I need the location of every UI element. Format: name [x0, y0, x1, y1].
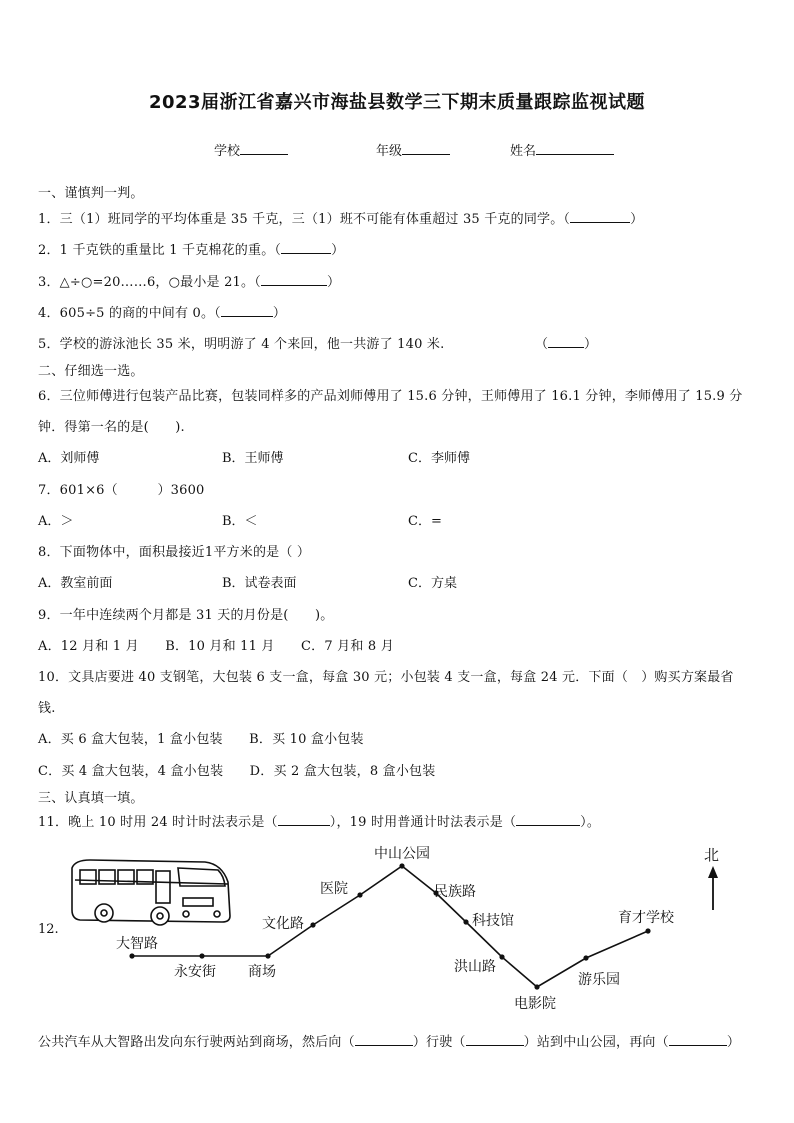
stop-label-zhongshan-park: 中山公园: [374, 846, 430, 862]
name-blank[interactable]: [536, 142, 614, 155]
stop-label-yiyuan: 医院: [320, 881, 348, 897]
question-1: [38, 208, 643, 227]
stop-label-yonganjie: 永安街: [174, 964, 216, 980]
question-5-answer: [535, 333, 597, 352]
stop-dot[interactable]: [463, 919, 468, 924]
question-11: [38, 811, 600, 830]
question-2-end: ）: [331, 243, 345, 258]
stop-label-yucai-school: 育才学校: [618, 910, 674, 926]
stop-dot[interactable]: [583, 955, 588, 960]
q5-paren-left: （: [535, 337, 549, 352]
question-11-text-b: ），19 时用普通计时法表示是（: [329, 815, 517, 830]
question-8: 8．下面物体中，面积最接近1平方米的是（ ）: [38, 545, 311, 560]
q6-option-c[interactable]: C．李师傅: [408, 451, 470, 466]
stop-dot[interactable]: [357, 892, 362, 897]
bus-illustration: [72, 860, 230, 925]
stop-dot[interactable]: [310, 922, 315, 927]
question-6-line-1: 6．三位师傅进行包装产品比赛，包装同样多的产品刘师傅用了 15.6 分钟，王师傅用了 16.1 分钟，李师傅用了 15.9 分: [38, 389, 743, 404]
q8-option-a[interactable]: A．教室前面: [38, 576, 113, 591]
q7-option-a[interactable]: A．＞: [38, 514, 74, 529]
grade-blank[interactable]: [402, 142, 450, 155]
question-5: [38, 333, 444, 352]
question-7: 7．601×6（ ）3600: [38, 483, 205, 498]
q5-paren-right: ）: [584, 337, 598, 352]
page-title: 2023届浙江省嘉兴市海盐县数学三下期末质量跟踪监视试题: [148, 92, 646, 113]
school-field: [214, 140, 288, 159]
stop-dot[interactable]: [534, 984, 539, 989]
question-12-number: 12.: [38, 922, 59, 937]
name-field: [510, 140, 614, 159]
stop-dot[interactable]: [645, 928, 650, 933]
question-3-end: ）: [326, 275, 341, 290]
name-label: 姓名: [510, 144, 537, 159]
q9-options[interactable]: A．12 月和 1 月 B．10 月和 11 月 C．7 月和 8 月: [38, 639, 394, 654]
answer-blank-11b[interactable]: [516, 814, 580, 826]
q6-option-b[interactable]: B．王师傅: [222, 451, 284, 466]
question-3-text: 3．△÷○=20……6，○最小是 21。（: [38, 275, 261, 290]
stop-label-youleyuan: 游乐园: [578, 972, 620, 988]
stop-dot[interactable]: [499, 954, 504, 959]
question-5-text: 5．学校的游泳池长 35 米，明明游了 4 个来回，他一共游了 140 米.: [38, 337, 445, 352]
q12-text-d: ）: [726, 1035, 741, 1050]
grade-label: 年级: [376, 144, 403, 159]
answer-blank-2[interactable]: [281, 242, 331, 254]
answer-blank-12a[interactable]: [355, 1034, 413, 1046]
answer-blank-3[interactable]: [261, 274, 327, 286]
question-9: 9．一年中连续两个月都是 31 天的月份是( )。: [38, 608, 334, 623]
q7-option-b[interactable]: B．＜: [222, 514, 258, 529]
question-10-line-2: 钱.: [38, 701, 56, 716]
question-2-text: 2．1 千克铁的重量比 1 千克棉花的重。（: [38, 243, 282, 258]
stop-label-wenhualu: 文化路: [262, 916, 304, 932]
school-blank[interactable]: [240, 142, 288, 155]
stop-label-minzulu: 民族路: [434, 884, 476, 900]
question-4-text: 4．605÷5 的商的中间有 0。（: [38, 306, 221, 321]
section-2-heading: 二、仔细选一选。: [38, 364, 144, 379]
question-11-text-c: ）。: [580, 815, 601, 830]
answer-blank-12b[interactable]: [466, 1034, 524, 1046]
route-map: [0, 840, 794, 1020]
question-4-end: ）: [272, 306, 287, 321]
answer-blank-5[interactable]: [548, 336, 584, 348]
answer-blank-1[interactable]: [570, 211, 630, 223]
question-1-text: 1．三（1）班同学的平均体重是 35 千克，三（1）班不可能有体重超过 35 千克的同学。（: [38, 212, 571, 227]
north-arrow-icon: [708, 866, 718, 910]
school-label: 学校: [214, 144, 241, 159]
stop-dot[interactable]: [399, 863, 404, 868]
stop-dot[interactable]: [265, 953, 270, 958]
question-10-line-1: 10．文具店要进 40 支钢笔，大包装 6 支一盒，每盒 30 元；小包装 4 支一盒，每盒 24 元．下面（ ）购买方案最省: [38, 670, 734, 685]
q12-text-b: ）行驶（: [412, 1035, 466, 1050]
q8-option-b[interactable]: B．试卷表面: [222, 576, 297, 591]
q6-option-a[interactable]: A．刘师傅: [38, 451, 100, 466]
question-4: [38, 302, 286, 321]
north-label: 北: [704, 846, 720, 864]
answer-blank-4[interactable]: [221, 305, 273, 317]
question-11-text-a: 11．晚上 10 时用 24 时计时法表示是（: [38, 815, 278, 830]
stop-label-dazhilu: 大智路: [116, 936, 158, 952]
grade-field: [376, 140, 450, 159]
q8-option-c[interactable]: C．方桌: [408, 576, 457, 591]
section-3-heading: 三、认真填一填。: [38, 791, 144, 806]
stop-label-kejiguan: 科技馆: [472, 913, 514, 929]
stop-dot[interactable]: [199, 953, 204, 958]
question-12-text: [38, 1031, 740, 1050]
section-1-heading: 一、谨慎判一判。: [38, 186, 144, 201]
question-1-end: ）: [630, 212, 644, 227]
answer-blank-12c[interactable]: [669, 1034, 727, 1046]
stop-label-hongshanlu: 洪山路: [454, 959, 496, 975]
stop-label-dianyingyuan: 电影院: [514, 996, 556, 1012]
answer-blank-11a[interactable]: [278, 814, 330, 826]
q10-options-cd[interactable]: C．买 4 盒大包装，4 盒小包装 D．买 2 盒大包装，8 盒小包装: [38, 764, 436, 779]
question-6-line-2: 钟．得第一名的是( ).: [38, 420, 185, 435]
q12-text-a: 公共汽车从大智路出发向东行驶两站到商场，然后向（: [38, 1035, 355, 1050]
question-2: [38, 239, 344, 258]
stop-dot[interactable]: [129, 953, 134, 958]
stop-label-shangchang: 商场: [248, 964, 276, 980]
q12-text-c: ）站到中山公园，再向（: [523, 1035, 669, 1050]
question-3: [38, 271, 340, 290]
q10-options-ab[interactable]: A．买 6 盒大包装，1 盒小包装 B．买 10 盒小包装: [38, 732, 364, 747]
q7-option-c[interactable]: C．=: [408, 514, 442, 529]
